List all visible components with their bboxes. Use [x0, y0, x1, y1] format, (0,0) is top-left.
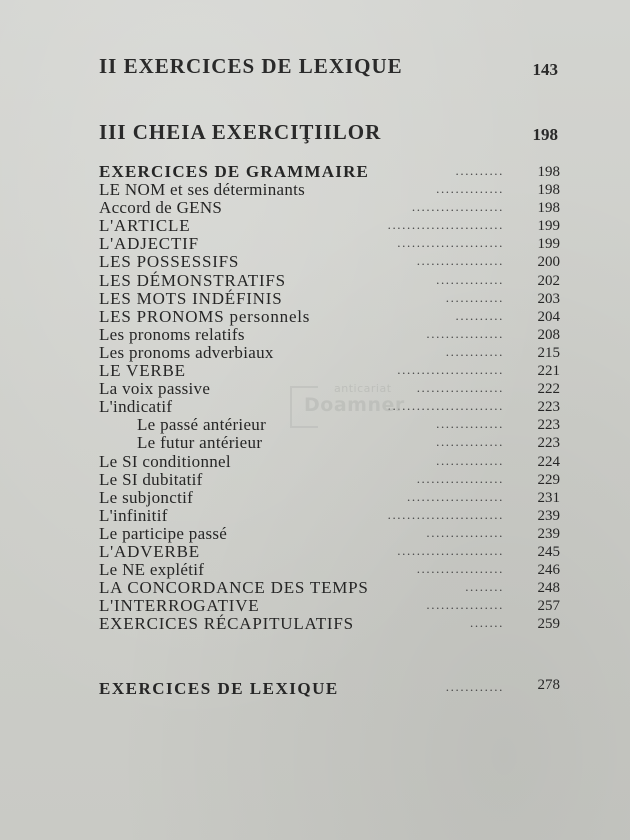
toc-entry [99, 398, 560, 416]
toc-entry [99, 525, 560, 543]
toc-entry-leader: .......... [455, 163, 504, 178]
toc-entry-page: 198 [537, 164, 560, 180]
toc-entry-title: Le subjonctif [99, 487, 194, 507]
toc-entry-page: 202 [537, 272, 560, 289]
toc-entry-page: 215 [537, 344, 560, 361]
toc-entry-page: 198 [537, 200, 560, 217]
toc-entry-leader: ........................ [387, 398, 504, 414]
toc-entry-leader: ................ [426, 524, 504, 540]
watermark-small-text: anticariat [334, 382, 392, 395]
toc-entry-title: LE VERBE [99, 361, 186, 381]
toc-entry-leader: .............. [436, 181, 504, 197]
toc-entry-leader: ...................... [397, 235, 504, 251]
toc-entry-leader: ................ [426, 325, 504, 341]
toc-entry [99, 217, 560, 235]
toc-entry-title: Le participe passé [99, 523, 228, 543]
toc-entry-leader: ................ [426, 597, 504, 613]
toc-entry [99, 199, 560, 217]
toc-entry [99, 543, 560, 561]
toc-entry [99, 308, 560, 326]
toc-entry-page: 223 [537, 399, 560, 416]
toc-entry-page: 239 [537, 525, 560, 542]
toc-entry [99, 290, 560, 308]
toc-entry-title: La voix passive [99, 379, 211, 399]
toc-entry-leader: .............. [436, 434, 504, 450]
toc-entry-title: Le passé antérieur [137, 415, 267, 435]
toc-entry-title: LES PRONOMS personnels [99, 306, 311, 326]
toc-entry-page: 257 [537, 598, 560, 615]
toc-entry-page: 223 [537, 417, 560, 434]
toc-entry-page: 208 [537, 326, 560, 343]
toc-entry-leader: .................. [416, 561, 504, 577]
toc-entry [99, 471, 560, 489]
toc-entry-title: L'ADJECTIF [99, 234, 199, 254]
toc-entry-title: Le SI conditionnel [99, 451, 231, 471]
toc-entry [99, 380, 560, 398]
toc-entry-title: EXERCICES DE GRAMMAIRE [99, 162, 370, 181]
toc-entry-title: L'ARTICLE [99, 216, 191, 236]
section-heading-cheia: III CHEIA EXERCIŢIILOR [99, 120, 382, 144]
toc-entry-page: 198 [537, 182, 560, 199]
section-heading-lexique: II EXERCICES DE LEXIQUE [99, 54, 403, 78]
toc-entry-leader: ....... [470, 615, 504, 631]
toc-entry-leader: .................. [416, 380, 504, 396]
toc-entry-leader: .............. [436, 416, 504, 432]
section-heading-lexique-page: 143 [532, 60, 558, 79]
toc-entry-title: EXERCICES DE LEXIQUE [99, 679, 339, 698]
toc-entry [99, 235, 560, 253]
toc-entry-title: L'indicatif [99, 397, 173, 417]
toc-entry-title: LES POSSESSIFS [99, 252, 240, 272]
toc-entry-leader: .................... [407, 488, 504, 504]
toc-entry-page: 221 [537, 363, 560, 380]
section-heading-cheia-page: 198 [532, 125, 558, 144]
toc-entry [99, 362, 560, 380]
toc-entry-leader: ............ [445, 289, 504, 305]
toc-entry-title: Le futur antérieur [137, 433, 263, 453]
toc-entry-title: L'ADVERBE [99, 541, 200, 561]
toc-entry-page: 204 [537, 308, 560, 325]
toc-entry [99, 163, 560, 181]
toc-entry-leader: .............. [436, 452, 504, 468]
toc-entry-leader: ........................ [387, 506, 504, 522]
toc-entry [99, 453, 560, 471]
toc-entry-page: 246 [537, 562, 560, 579]
toc-entry [99, 579, 560, 597]
toc-subentry [99, 434, 560, 452]
toc-entry-page: 222 [537, 381, 560, 398]
toc-entry-page: 259 [537, 616, 560, 633]
toc-entry-title: Le NE explétif [99, 560, 205, 580]
toc-entry-title: LES DÉMONSTRATIFS [99, 270, 286, 290]
toc-entry [99, 253, 560, 271]
toc-entry-leader: .............. [436, 271, 504, 287]
toc-entry-leader: ................... [411, 199, 504, 215]
toc-entry [99, 181, 560, 199]
toc-entry-leader: ...................... [397, 542, 504, 558]
toc-entry-page: 245 [537, 543, 560, 560]
toc-entry [99, 344, 560, 362]
toc-entry-page: 224 [537, 453, 560, 470]
toc-entry-title: Accord de GENS [99, 198, 223, 218]
toc-list [99, 163, 560, 633]
toc-entry-leader: .................. [416, 253, 504, 269]
toc-entry-page: 278 [537, 677, 560, 693]
toc-entry-page: 200 [537, 254, 560, 271]
toc-subentry [99, 416, 560, 434]
toc-entry-leader: ............ [445, 679, 504, 694]
toc-entry-title: Les pronoms adverbiaux [99, 342, 274, 362]
toc-entry [99, 615, 560, 633]
toc-entry-page: 223 [537, 435, 560, 452]
toc-entry-title: L'INTERROGATIVE [99, 596, 260, 616]
toc-entry-page: 248 [537, 580, 560, 597]
toc-entry-page: 199 [537, 218, 560, 235]
toc-entry-page: 203 [537, 290, 560, 307]
toc-entry [99, 561, 560, 579]
toc-entry [99, 326, 560, 344]
toc-entry-title: L'infinitif [99, 505, 168, 525]
toc-entry-title: LA CONCORDANCE DES TEMPS [99, 578, 369, 598]
toc-entry-page: 239 [537, 507, 560, 524]
toc-entry-page: 231 [537, 489, 560, 506]
toc-final-entry [99, 679, 560, 701]
toc-entry-leader: .................. [416, 470, 504, 486]
toc-entry-leader: ........................ [387, 217, 504, 233]
toc-entry-title: EXERCICES RÉCAPITULATIFS [99, 614, 354, 634]
toc-entry [99, 272, 560, 290]
toc-entry-leader: ............ [445, 343, 504, 359]
toc-entry-page: 199 [537, 236, 560, 253]
watermark-big-text: Doamner [304, 394, 405, 416]
toc-entry-title: Les pronoms relatifs [99, 324, 245, 344]
toc-entry-leader: .......... [455, 307, 504, 323]
toc-entry-leader: ...................... [397, 362, 504, 378]
toc-entry-title: LE NOM et ses déterminants [99, 180, 306, 200]
toc-entry [99, 597, 560, 615]
toc-entry [99, 507, 560, 525]
toc-entry-title: LES MOTS INDÉFINIS [99, 288, 283, 308]
toc-entry-page: 229 [537, 471, 560, 488]
toc-entry-title: Le SI dubitatif [99, 469, 203, 489]
toc-entry [99, 489, 560, 507]
toc-entry-leader: ........ [465, 579, 504, 595]
